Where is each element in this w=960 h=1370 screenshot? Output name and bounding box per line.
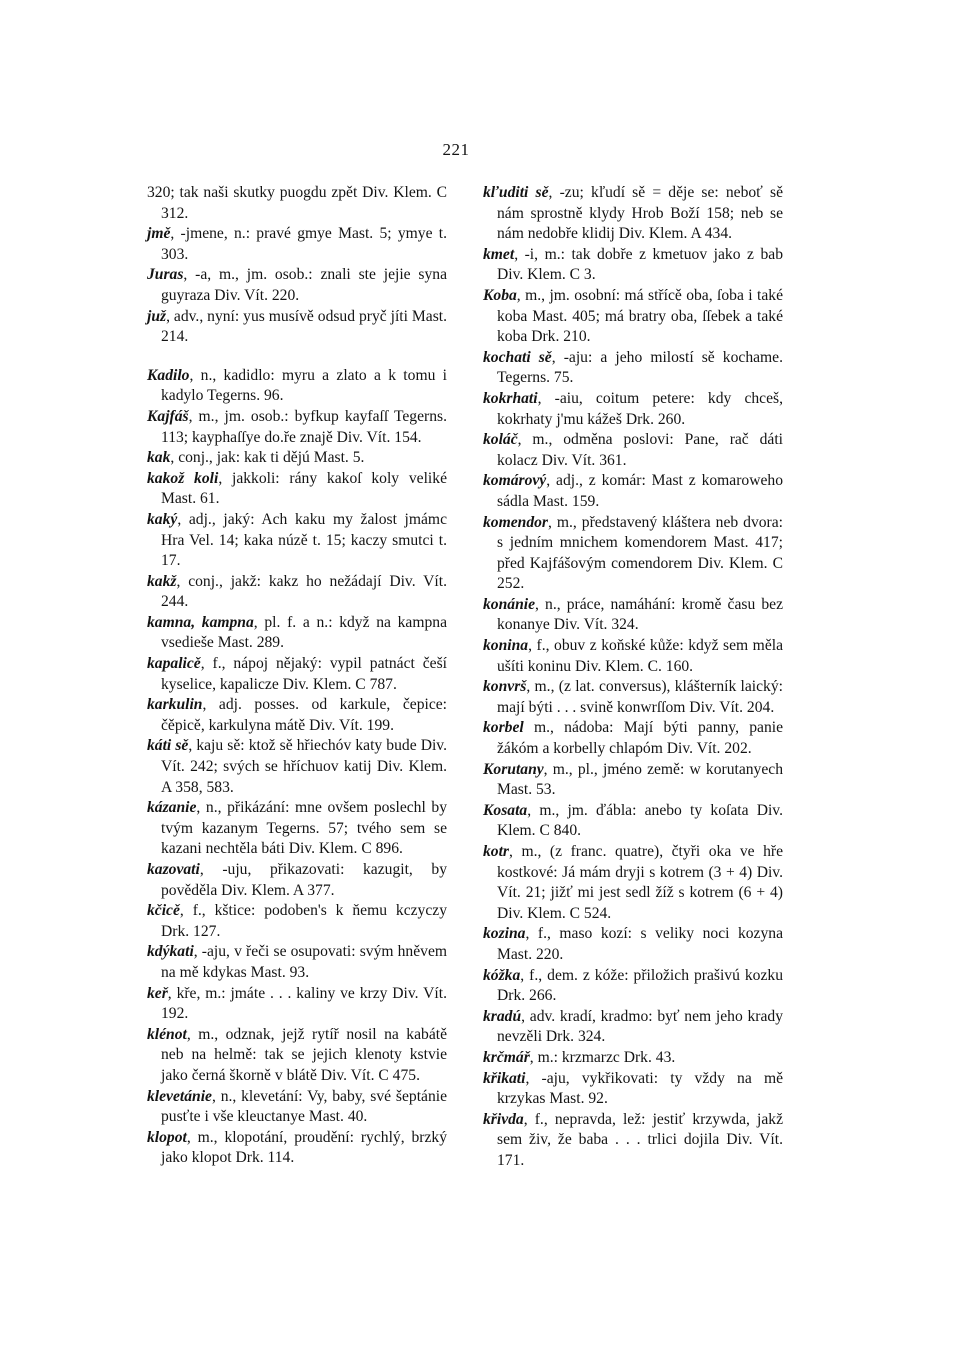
- dictionary-entry: [483, 430, 783, 471]
- entry-headword: Kadilo: [147, 366, 190, 384]
- dictionary-entry: [147, 860, 447, 901]
- entry-headword: kapalicě: [147, 655, 201, 673]
- entry-text: , -i, m.: tak dobře z kmetuov jako z bab Div. Klem. C 3.: [497, 245, 783, 284]
- dictionary-entry: [147, 901, 447, 942]
- dictionary-entry: [483, 183, 783, 245]
- entry-text: , -jmene, n.: pravé gmye Mast. 5; ymye t. 303.: [161, 225, 447, 263]
- entry-text: , kaju sě: ktož sě hřiechóv katy bude Div. Vít. 242; svých se hříchuov katij Div. Klem. A 358, 583.: [161, 737, 447, 796]
- entry-text: , f., nepravda, lež: jestiť krzywda, jakž sem živ, že baba . . . trlici dojila Div. Vít. 171.: [497, 1110, 783, 1169]
- dictionary-entry: [483, 760, 783, 801]
- dictionary-entry: [147, 654, 447, 695]
- entry-text: , -zu; kľudí sě = děje se: neboť sě nám sprostně klydy Hrob Boží 158; neb se nám nedobře klidij Div. Klem. A 434.: [497, 184, 783, 243]
- entry-headword: kotr: [483, 843, 509, 860]
- entry-headword: kľuditi sě: [483, 184, 549, 201]
- entry-headword: Koba: [483, 286, 517, 304]
- entry-text: , f., nápoj nějaký: vypil patnáct češí kyselice, kapalicze Div. Klem. C 787.: [161, 655, 447, 693]
- dictionary-entry: [147, 407, 447, 448]
- dictionary-entry: [483, 801, 783, 842]
- entry-headword: komendor: [483, 513, 548, 531]
- entry-text: , m., jm. ďábla: anebo ty koſata Div. Klem. C 840.: [497, 801, 783, 840]
- entry-headword: kmet: [483, 245, 515, 263]
- entry-headword: krčmář: [483, 1048, 530, 1066]
- left-column: [147, 183, 447, 1169]
- entry-headword: kčicě: [147, 902, 180, 920]
- entry-text: , adv. kradí, kradmo: byť nem jeho krady nevzěli Drk. 324.: [497, 1007, 783, 1046]
- entry-text: 320; tak naši skutky puogdu zpět Div. Klem. C 312.: [147, 184, 447, 222]
- entry-text: , conj., jakž: kakz ho nežádají Div. Vít. 244.: [161, 572, 447, 611]
- entry-text: , m., odměna poslovi: Pane, rač dáti kolacz Div. Vít. 361.: [497, 431, 783, 469]
- entry-headword: klénot: [147, 1025, 187, 1043]
- entry-text: , f., kštice: podoben's k ňemu kczyczy Drk. 127.: [161, 902, 447, 940]
- entry-text: , jakkoli: rány kakoſ koly veliké Mast. 61.: [161, 469, 447, 508]
- entry-text: , kře, m.: jmáte . . . kaliny ve krzy Div. Vít. 192.: [161, 984, 447, 1023]
- entry-headword: kokrhati: [483, 389, 538, 407]
- entry-headword: křivda: [483, 1110, 524, 1128]
- dictionary-entry: [483, 348, 783, 389]
- entry-headword: Kosata: [483, 801, 528, 819]
- entry-text: , -a, m., jm. osob.: znali ste jejie syna guyraza Div. Vít. 220.: [161, 266, 447, 304]
- entry-headword: konina: [483, 637, 529, 655]
- entry-headword: kakož koli: [147, 469, 219, 487]
- dictionary-entry: [147, 942, 447, 983]
- entry-headword: klevetánie: [147, 1087, 212, 1105]
- dictionary-entry: [147, 224, 447, 265]
- entry-headword: kamna, kampna: [147, 613, 254, 631]
- entry-text: , adj. posses. od karkule, čepice: čěpicě, karkulyna mátě Div. Vít. 199.: [161, 696, 447, 734]
- entry-text: , m., jm. osob.: byfkup kayfaſſ Tegerns. 113; kayphaſſye do.ře znajě Div. Vít. 154.: [161, 407, 447, 446]
- entry-headword: kazovati: [147, 861, 200, 878]
- dictionary-entry: [483, 718, 783, 759]
- entry-text: , -aiu, coitum petere: kdy chceš, kokrhaty j'mu kážeš Drk. 260.: [497, 389, 783, 428]
- entry-text: , -uju, přikazovati: kazugit, by pověděla Div. Klem. A 377.: [161, 861, 447, 899]
- dictionary-entry: [147, 1128, 447, 1169]
- entry-headword: káti sě: [147, 737, 189, 755]
- entry-headword: koláč: [483, 431, 518, 449]
- entry-headword: juž: [147, 307, 167, 325]
- entry-headword: Juras: [147, 266, 184, 284]
- dictionary-entry: [483, 842, 783, 924]
- dictionary-entry: [147, 265, 447, 306]
- entry-text: , m., klopotání, proudění: rychlý, brzký jako klopot Drk. 114.: [161, 1128, 447, 1167]
- dictionary-entry: [147, 613, 447, 654]
- entry-text: , m., představený kláštera neb dvora: s jedním mnichem komendorem Mast. 417; před Kajfášovým comendorem Div. Klem. C 252.: [497, 513, 783, 593]
- dictionary-entry: [483, 513, 783, 595]
- entry-headword: Kajfáš: [147, 407, 189, 425]
- dictionary-entry: [147, 1025, 447, 1087]
- entry-text: , pl. f. a n.: když na kampna vsedieše Mast. 289.: [161, 613, 447, 652]
- entry-headword: korbel: [483, 719, 524, 737]
- entry-text: , m.: krzmarzc Drk. 43.: [529, 1048, 676, 1066]
- entry-text: , adv., nyní: yus musívě odsud pryč jíti Mast. 214.: [161, 307, 447, 346]
- dictionary-entry: [147, 510, 447, 572]
- entry-headword: kaký: [147, 510, 178, 528]
- dictionary-entry: [483, 966, 783, 1007]
- entry-headword: kdýkati: [147, 943, 194, 961]
- entry-headword: křikati: [483, 1069, 526, 1087]
- dictionary-entry: [483, 389, 783, 430]
- entry-headword: jmě: [147, 225, 171, 243]
- entry-headword: keř: [147, 984, 168, 1002]
- dictionary-entry: [147, 736, 447, 798]
- dictionary-entry: [483, 245, 783, 286]
- dictionary-entry: [483, 595, 783, 636]
- dictionary-entry: [147, 695, 447, 736]
- entry-text: , m., pl., jméno země: w korutanyech Mast. 53.: [497, 760, 783, 799]
- entry-text: , f., maso kozí: s veliky noci kozyna Mast. 220.: [497, 925, 783, 963]
- entry-text: , m., (z franc. quatre), čtyři oka ve hře kostkové: Já mám dryji s kotrem (3 + 4) Div. Vít. 21; jižť mi jest sedl žíž s kotrem (6 + 4) Div. Klem. C 524.: [497, 843, 783, 922]
- entry-headword: konvrš: [483, 678, 527, 696]
- dictionary-entry: [483, 1048, 783, 1069]
- entry-headword: karkulin: [147, 696, 203, 714]
- right-column: [483, 183, 783, 1172]
- entry-text: , n., práce, namáhání: kromě času bez konanye Div. Vít. 324.: [497, 595, 783, 634]
- dictionary-entry: [147, 572, 447, 613]
- dictionary-entry: [483, 636, 783, 677]
- page-number: 221: [442, 140, 470, 159]
- entry-headword: kak: [147, 449, 171, 467]
- dictionary-entry: [147, 307, 447, 348]
- entry-text: , m., jm. osobní: má střícě oba, ſoba i také koba Mast. 405; má bratry oba, ſſebek a také koba Drk. 210.: [497, 286, 783, 346]
- dictionary-entry: [147, 798, 447, 860]
- entry-headword: kochati sě: [483, 348, 552, 366]
- entry-headword: klopot: [147, 1128, 187, 1146]
- entry-headword: kázanie: [147, 799, 197, 817]
- dictionary-entry: [483, 677, 783, 718]
- entry-headword: kóžka: [483, 966, 521, 984]
- dictionary-entry: [147, 469, 447, 510]
- dictionary-entry: [147, 366, 447, 407]
- entry-text: , m., odznak, jejž rytíř nosil na kabátě neb na helmě: tak se jejich klenoty kstvie jako černá škorně v blátě Div. Vít. C 475.: [161, 1025, 447, 1084]
- dictionary-entry: [147, 183, 447, 224]
- entry-headword: kozina: [483, 925, 526, 943]
- entry-text: , adj., z komár: Mast z komaroweho sádla Mast. 159.: [497, 472, 783, 510]
- entry-text: , -aju, v řeči se osupovati: svým hněvem na mě kdykas Mast. 93.: [161, 943, 447, 981]
- dictionary-entry: [483, 286, 783, 348]
- entry-text: , -aju, vykřikovati: ty vždy na mě krzykas Mast. 92.: [497, 1069, 783, 1108]
- dictionary-entry: [483, 1069, 783, 1110]
- dictionary-entry: [483, 924, 783, 965]
- entry-text: , adj., jaký: Ach kaku my žalost jmámc Hra Vel. 14; kaka núzě t. 15; kaczy smutci t. 17.: [161, 510, 447, 570]
- entry-headword: komárový: [483, 472, 547, 490]
- entry-text: , f., dem. z kóže: přiložich prašivú kozku Drk. 266.: [497, 966, 783, 1005]
- entry-text: , n., přikázání: mne ovšem poslechl by tvým kazanym Tegerns. 57; tvého sem se kazani nechtěla báti Div. Klem. C 896.: [161, 799, 447, 858]
- entry-text: , m., (z lat. conversus), klášterník laický: mají býti . . . svině konwrſſom Div. Vít. 204.: [497, 678, 783, 716]
- entry-text: , conj., jak: kak ti dějú Mast. 5.: [170, 449, 365, 467]
- entry-text: , f., obuv z koňské kůže: když sem měla ušíti koninu Div. Klem. C. 160.: [497, 637, 783, 675]
- entry-headword: kradú: [483, 1007, 522, 1025]
- dictionary-entry: [147, 984, 447, 1025]
- entry-text: , -aju: a jeho milostí sě kochame. Tegerns. 75.: [497, 348, 783, 387]
- entry-text: , n., kadidlo: myru a zlato a k tomu i kadylo Tegerns. 96.: [161, 366, 447, 405]
- entry-headword: Korutany: [483, 760, 544, 778]
- entry-headword: kakž: [147, 572, 177, 590]
- dictionary-entry: [483, 471, 783, 512]
- entry-headword: konánie: [483, 595, 535, 613]
- dictionary-entry: [483, 1007, 783, 1048]
- dictionary-entry: [147, 448, 447, 469]
- dictionary-entry: [147, 1087, 447, 1128]
- entry-text: m., nádoba: Mají býti panny, panie žákóm a korbelly chlapóm Div. Vít. 202.: [497, 719, 783, 758]
- dictionary-entry: [483, 1110, 783, 1172]
- entry-text: , n., klevetání: Vy, baby, své šeptánie pusťte i vše kleuctanye Mast. 40.: [161, 1087, 447, 1126]
